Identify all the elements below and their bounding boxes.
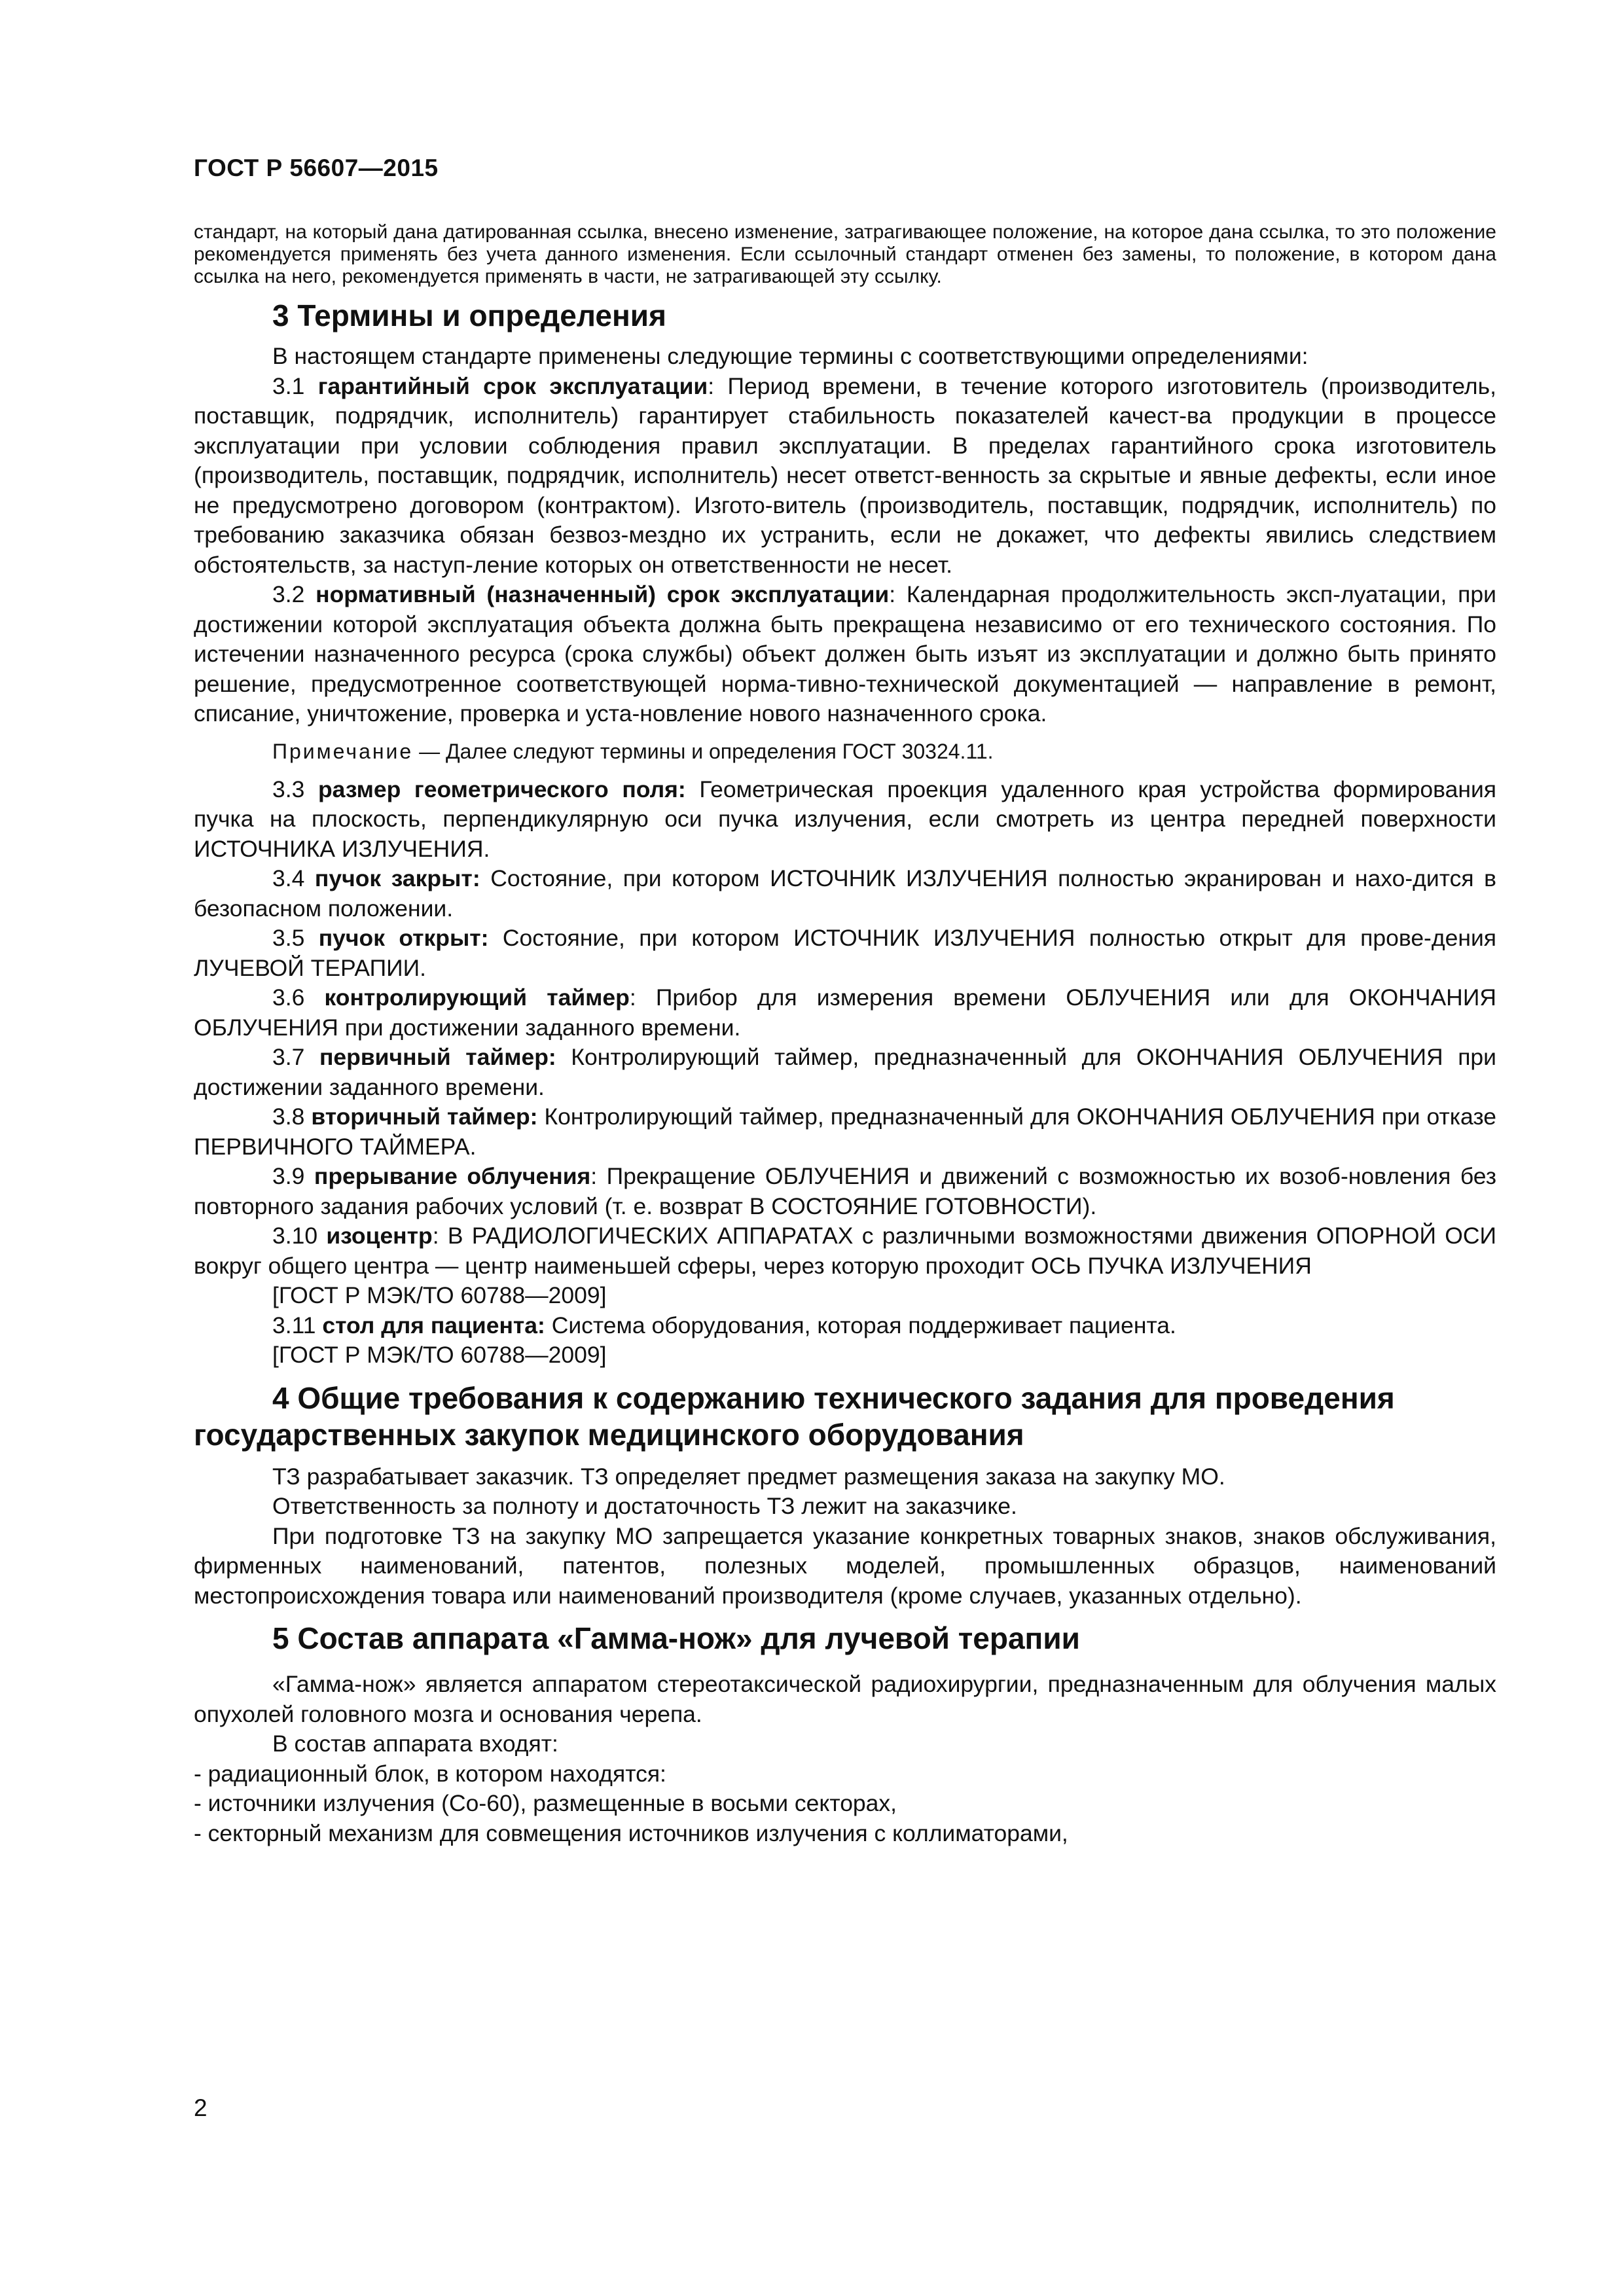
term-number: 3.5 [272, 925, 319, 951]
term-definition: Геометрическая проекция удаленного края устройства формирования пучка на плоскость, перпендикулярную оси пучка излучения, если смотреть из центра передней поверхности ИСТОЧНИКА ИЗЛУЧЕНИЯ. [194, 776, 1496, 862]
section-4-paragraph: Ответственность за полноту и достаточность ТЗ лежит на заказчике. [272, 1493, 1017, 1519]
section-4-paragraph: При подготовке ТЗ на закупку МО запрещается указание конкретных товарных знаков, знаков обслуживания, фирменных наименований, патентов, полезных моделей, промышленных образцов, наименований местопроисхождения товара или наименований производителя (кроме случаев, указанных отдельно). [194, 1522, 1496, 1609]
section-3-lead: В настоящем стандарте применены следующие термины с соответствующими определениями: [272, 343, 1308, 369]
term-3-9 [194, 1162, 1496, 1221]
term-definition: Состояние, при котором ИСТОЧНИК ИЗЛУЧЕНИЯ полностью открыт для прове-дения ЛУЧЕВОЙ ТЕРАПИИ. [194, 925, 1496, 981]
term-name: контролирующий таймер [324, 984, 630, 1011]
list-item: - источники излучения (Co-60), размещенные в восьми секторах, [194, 1790, 897, 1816]
term-definition: : Прекращение ОБЛУЧЕНИЯ и движений с возможностью их возоб-новления без повторного задания рабочих условий (т. е. возврат В СОСТОЯНИЕ ГОТОВНОСТИ). [194, 1163, 1497, 1219]
term-number: 3.8 [272, 1103, 312, 1130]
document-page [194, 0, 1496, 2296]
section-5-paragraph: «Гамма-нож» является аппаратом стереотаксической радиохирургии, предназначенным для облучения малых опухолей головного мозга и основания черепа. [194, 1671, 1496, 1727]
document-code-header: ГОСТ Р 56607—2015 [194, 154, 439, 181]
term-name: вторичный таймер: [311, 1103, 538, 1130]
page-number: 2 [194, 2094, 208, 2121]
term-name: размер геометрического поля: [317, 776, 686, 802]
term-definition: : Прибор для измерения времени ОБЛУЧЕНИЯ или для ОКОНЧАНИЯ ОБЛУЧЕНИЯ при достижении заданного времени. [194, 984, 1496, 1041]
term-number: 3.7 [272, 1044, 319, 1070]
term-3-2 [194, 580, 1496, 729]
section-4-paragraph: ТЗ разрабатывает заказчик. ТЗ определяет предмет размещения заказа на закупку МО. [272, 1463, 1225, 1490]
term-definition: : Период времени, в течение которого изготовитель (производитель, поставщик, подрядчик, исполнитель) гарантирует стабильность показателей качест-ва продукции в процессе эксплуатации при условии соблюдения правил эксплуатации. В пределах гарантийного срока изготовитель (производитель, поставщик, подрядчик, исполнитель) несет ответст-венность за скрытые и явные дефекты, если иное не предусмотрено договором (контрактом). Изгото-витель (производитель, поставщик, подрядчик, исполнитель) по требованию заказчика обязан безвоз-мездно их устранить, если не докажет, что дефекты явились следствием обстоятельств, за наступ-ление которых он ответственности не несет. [194, 372, 1497, 578]
section-5-heading: 5 Состав аппарата «Гамма-нож» для лучевой терапии [272, 1621, 1080, 1655]
term-name: пучок закрыт: [314, 865, 480, 891]
term-number: 3.3 [272, 776, 318, 802]
reference-citation: [ГОСТ Р МЭК/ТО 60788—2009] [272, 1282, 607, 1308]
term-name: изоцентр [326, 1223, 433, 1249]
term-number: 3.4 [272, 865, 315, 891]
term-name: нормативный (назначенный) срок эксплуатации [316, 581, 890, 607]
term-number: 3.10 [272, 1223, 327, 1249]
term-3-8 [194, 1102, 1496, 1162]
term-3-1 [194, 372, 1496, 581]
term-name: пучок открыт: [318, 925, 489, 951]
term-number: 3.1 [272, 372, 318, 399]
intro-paragraph: стандарт, на который дана датированная ссылка, внесено изменение, затрагивающее положение, на которое дана ссылка, то это положение рекомендуется применять без учета данного изменения. Если ссылочный стандарт отменен без замены, то положение, в котором дана ссылка на него, рекомендуется применять в части, не затрагивающей эту ссылку. [194, 221, 1496, 287]
term-definition: Состояние, при котором ИСТОЧНИК ИЗЛУЧЕНИЯ полностью экранирован и нахо-дится в безопасном положении. [194, 865, 1496, 922]
term-3-7 [194, 1043, 1496, 1102]
term-3-6 [194, 983, 1496, 1043]
term-number: 3.9 [272, 1163, 314, 1189]
document-body [194, 221, 1496, 1848]
term-3-10 [194, 1221, 1496, 1281]
reference-citation: [ГОСТ Р МЭК/ТО 60788—2009] [272, 1342, 607, 1368]
section-5-paragraph: В состав аппарата входят: [272, 1731, 558, 1757]
term-number: 3.11 [272, 1312, 323, 1338]
term-name: гарантийный срок эксплуатации [317, 372, 708, 399]
note-text: — Далее следуют термины и определения ГОСТ 30324.11. [413, 739, 994, 763]
term-name: стол для пациента: [322, 1312, 545, 1338]
note-label: Примечание [272, 739, 414, 763]
term-definition: : В РАДИОЛОГИЧЕСКИХ АППАРАТАХ с различными возможностями движения ОПОРНОЙ ОСИ вокруг общего центра — центр наименьшей сферы, через которую проходит ОСЬ ПУЧКА ИЗЛУЧЕНИЯ [194, 1223, 1496, 1279]
note [194, 737, 1496, 766]
term-number: 3.6 [272, 984, 325, 1011]
term-definition: : Календарная продолжительность эксп-луатации, при достижении которой эксплуатация объекта должна быть прекращена независимо от его технического состояния. По истечении назначенного ресурса (срока службы) объект должен быть изъят из эксплуатации и должно быть принято решение, предусмотренное соответствующей норма-тивно-технической документацией — направление в ремонт, списание, уничтожение, проверка и уста-новление нового назначенного срока. [194, 581, 1496, 726]
section-3-heading: 3 Термины и определения [272, 298, 666, 332]
term-definition: Контролирующий таймер, предназначенный для ОКОНЧАНИЯ ОБЛУЧЕНИЯ при достижении заданного времени. [194, 1044, 1496, 1100]
list-item: - секторный механизм для совмещения источников излучения с коллиматорами, [194, 1820, 1068, 1846]
term-definition: Контролирующий таймер, предназначенный для ОКОНЧАНИЯ ОБЛУЧЕНИЯ при отказе ПЕРВИЧНОГО ТАЙМЕРА. [194, 1103, 1496, 1160]
term-name: прерывание облучения [314, 1163, 591, 1189]
term-3-5 [194, 924, 1496, 983]
term-name: первичный таймер: [319, 1044, 556, 1070]
term-definition: Система оборудования, которая поддерживает пациента. [545, 1312, 1176, 1338]
term-3-3 [194, 775, 1496, 865]
term-3-4 [194, 864, 1496, 924]
term-number: 3.2 [272, 581, 316, 607]
term-3-11 [194, 1311, 1496, 1341]
list-item: - радиационный блок, в котором находятся: [194, 1760, 666, 1787]
section-4-heading: 4 Общие требования к содержанию технического задания для проведения государственных закупок медицинского оборудования [194, 1380, 1395, 1452]
